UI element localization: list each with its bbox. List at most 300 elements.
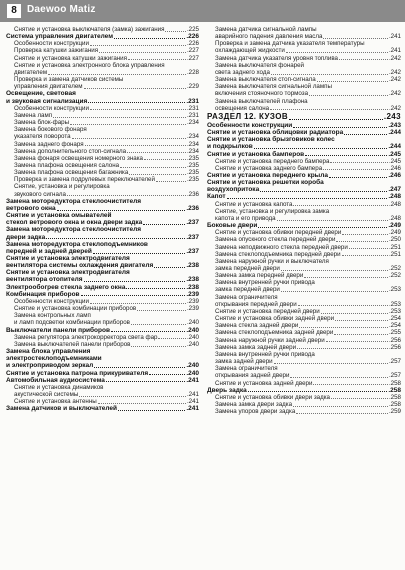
toc-entry-page: .255	[388, 329, 401, 337]
dot-leader	[81, 294, 186, 296]
toc-entry-title: Замена ламп	[14, 111, 53, 119]
toc-entry-title: Замена датчика указателя уровня топлива	[215, 54, 338, 62]
dot-leader	[339, 58, 388, 60]
toc-entry	[6, 362, 199, 369]
toc-entry	[6, 284, 199, 291]
toc-entry	[207, 301, 401, 308]
dot-leader	[309, 94, 388, 96]
dot-leader	[165, 30, 185, 32]
toc-entry-title: и звуковая сигнализация	[6, 97, 88, 105]
toc-entry-title: РАЗДЕЛ 12. КУЗОВ	[207, 111, 289, 121]
toc-entry-title: Снятие и установка переднего бампера	[215, 157, 330, 165]
toc-entry-page: .248	[388, 200, 401, 208]
dot-leader	[274, 362, 388, 364]
toc-entry-page: .234	[186, 119, 199, 127]
toc-entry-title: Снятие и установка бамперов	[207, 150, 305, 158]
toc-entry	[6, 119, 199, 126]
dot-leader	[277, 219, 388, 221]
toc-entry	[6, 398, 199, 405]
dot-leader	[248, 390, 388, 392]
dot-leader	[349, 247, 388, 249]
toc-entry-title: Замена стеклоподъемника задней двери	[215, 329, 334, 337]
toc-entry-title: указателя поворота	[14, 133, 71, 141]
toc-entry	[207, 372, 401, 379]
toc-entry	[6, 176, 199, 183]
toc-entry	[207, 265, 401, 272]
toc-entry-page: .252	[388, 265, 401, 272]
toc-entry	[207, 151, 401, 158]
toc-entry	[207, 165, 401, 172]
toc-entry-page: .242	[388, 90, 401, 98]
dot-leader	[90, 108, 186, 110]
dot-leader	[84, 87, 186, 89]
dot-leader	[297, 347, 388, 349]
dot-leader	[289, 118, 383, 120]
dot-leader	[88, 101, 185, 103]
toc-entry-title: вентилятора системы охлаждения двигателя	[6, 262, 154, 270]
toc-entry	[207, 286, 401, 293]
toc-entry-title: Замена внутренней ручки привода	[215, 279, 315, 287]
toc-entry-title: Замена блока управления	[6, 348, 91, 356]
toc-entry-title: Снятие и установка заднего бампера	[215, 164, 323, 172]
dot-leader	[98, 402, 186, 404]
toc-entry	[207, 55, 401, 62]
toc-entry	[6, 112, 199, 119]
toc-entry	[207, 215, 401, 222]
toc-entry-title: ветрового окна	[6, 204, 56, 212]
toc-entry-title: и подкрылков	[207, 143, 253, 151]
toc-entry-page: .238	[186, 262, 199, 270]
toc-entry	[207, 69, 401, 76]
toc-entry-page: .235	[186, 169, 199, 177]
toc-entry-page: .239	[186, 290, 199, 298]
toc-entry-title: вентилятора отопителя	[6, 276, 83, 284]
toc-entry	[6, 370, 199, 377]
dot-leader	[281, 290, 388, 292]
toc-entry-page: .236	[186, 204, 199, 212]
dot-leader	[323, 168, 388, 170]
dot-leader	[227, 197, 388, 199]
toc-entry-page: .244	[388, 143, 401, 151]
toc-entry-title: Замена неподвижного стекла передней двери	[215, 243, 348, 251]
dot-leader	[330, 161, 388, 163]
toc-entry-title: Капот	[207, 193, 226, 201]
toc-entry-title: Замена моторедуктора стеклоподъемников	[6, 240, 148, 248]
toc-entry-page: .254	[388, 322, 401, 330]
dot-leader	[144, 158, 186, 160]
toc-entry	[6, 40, 199, 47]
toc-entry	[207, 408, 401, 415]
toc-entry-title: Замена датчика сигнальной лампы	[215, 26, 317, 33]
dot-leader	[342, 233, 388, 235]
toc-entry	[6, 276, 199, 283]
toc-entry	[207, 244, 401, 251]
toc-entry	[207, 387, 401, 394]
toc-entry-title: Замена дополнительного стоп-сигнала	[14, 147, 127, 155]
dot-leader	[149, 373, 185, 375]
dot-leader	[335, 319, 388, 321]
toc-entry-page: .258	[388, 386, 401, 394]
toc-entry-title: Снятие и установка капота	[215, 200, 293, 208]
toc-entry-page: .231	[186, 111, 199, 119]
toc-entry-title: капота и его привода	[215, 214, 276, 222]
dot-leader	[106, 380, 185, 382]
toc-entry-title: замка передней двери	[215, 265, 280, 272]
toc-entry	[207, 308, 401, 315]
toc-entry-title: Снятие и установка облицовки радиатора	[207, 129, 344, 137]
toc-entry-title: охлаждающей жидкости	[215, 47, 285, 55]
dot-leader	[271, 73, 388, 75]
toc-entry-page: .258	[388, 400, 401, 408]
toc-entry-title: Замена заднего фонаря	[14, 140, 84, 148]
toc-entry-page: .259	[388, 408, 401, 416]
toc-entry-title: Электрообогрев стекла заднего окна	[6, 283, 126, 291]
dot-leader	[48, 73, 186, 75]
toc-entry-title: включения стояночного тормоза	[215, 90, 309, 98]
toc-entry-page: .253	[388, 286, 401, 294]
toc-entry-title: Замена плафона освещения салона	[14, 161, 120, 169]
toc-entry	[6, 83, 199, 90]
toc-entry-title: Замена замка двери задка	[215, 400, 293, 408]
toc-entry-page: .234	[186, 140, 199, 148]
toc-entry-title: Снятие и установка электродвигателя	[6, 255, 130, 262]
toc-entry	[207, 222, 401, 229]
toc-entry-title: Снятие и установка обивки задней двери	[215, 315, 335, 323]
dot-leader	[281, 269, 388, 271]
toc-entry	[207, 122, 401, 129]
dot-leader	[158, 337, 186, 339]
toc-entry-page: .241	[388, 47, 401, 55]
toc-entry-page: .254	[388, 315, 401, 323]
toc-entry-page: .228	[186, 68, 199, 76]
toc-entry-page: .240	[186, 326, 199, 334]
toc-entry-page: .231	[186, 104, 199, 112]
toc-entry-title: Снятие и установка электронного блока управления	[14, 61, 165, 69]
toc-entry-page: .250	[388, 236, 401, 244]
toc-left-column	[6, 26, 199, 412]
toc-entry	[6, 105, 199, 112]
toc-entry-title: Замена выключателя стоп-сигнала	[215, 76, 316, 84]
toc-entry-page: .241	[186, 390, 199, 398]
toc-entry	[207, 251, 401, 258]
dot-leader	[342, 254, 388, 256]
toc-entry-page: .237	[186, 233, 199, 241]
dot-leader	[313, 383, 388, 385]
dot-leader	[344, 133, 387, 135]
toc-entry-title: Выключатели панели приборов	[6, 326, 110, 334]
toc-entry-title: Замена блок-фары	[14, 119, 70, 127]
toc-entry	[6, 55, 199, 62]
toc-entry-page: .234	[186, 133, 199, 141]
dot-leader	[156, 180, 186, 182]
toc-entry-page: .227	[186, 47, 199, 55]
toc-entry-title: освещения салона	[215, 104, 270, 112]
dot-leader	[336, 240, 388, 242]
dot-leader	[304, 276, 388, 278]
toc-entry	[6, 319, 199, 326]
toc-entry-page: .235	[186, 154, 199, 162]
toc-section-heading	[207, 112, 401, 122]
toc-entry-page: .240	[186, 319, 199, 327]
toc-entry-title: Снятие, установка и регулировка замка	[215, 207, 330, 215]
toc-entry-page: .246	[388, 164, 401, 172]
dot-leader	[127, 151, 186, 153]
toc-entry-title: Снятие и установка передней двери	[215, 307, 320, 315]
toc-entry	[207, 143, 401, 150]
dot-leader	[293, 204, 387, 206]
dot-leader	[298, 304, 388, 306]
dot-leader	[126, 287, 185, 289]
toc-entry	[6, 305, 199, 312]
toc-entry	[207, 358, 401, 365]
dot-leader	[270, 108, 388, 110]
toc-entry-page: .239	[186, 305, 199, 313]
toc-entry	[6, 155, 199, 162]
toc-entry	[6, 47, 199, 54]
toc-entry-title: открывания передней двери	[215, 300, 297, 308]
dot-leader	[46, 237, 185, 239]
dot-leader	[70, 123, 186, 125]
toc-entry	[6, 377, 199, 384]
toc-entry-page: .225	[186, 26, 199, 33]
toc-entry-title: Замена бокового фонаря	[14, 126, 87, 134]
toc-entry-title: Снятие и установка электродвигателя	[6, 269, 130, 277]
toc-entry-title: Замена контрольных ламп	[14, 312, 91, 320]
toc-entry-title: Особенности конструкции	[14, 104, 89, 112]
toc-entry	[207, 322, 401, 329]
dot-leader	[84, 280, 186, 282]
dot-leader	[90, 44, 186, 46]
toc-entry-title: Замена внутренней ручки привода	[215, 350, 315, 358]
toc-entry-page: .229	[186, 83, 199, 91]
dot-leader	[131, 323, 186, 325]
toc-entry-page: .239	[186, 297, 199, 305]
dot-leader	[93, 252, 185, 254]
toc-entry	[207, 229, 401, 236]
toc-right-column	[207, 26, 401, 415]
toc-entry-title: Снятие, установка и регулировка	[14, 183, 110, 191]
dot-leader	[85, 144, 186, 146]
toc-entry-page: .235	[186, 161, 199, 169]
dot-leader	[67, 194, 186, 196]
toc-entry	[6, 133, 199, 140]
toc-entry	[6, 169, 199, 176]
toc-entry	[207, 337, 401, 344]
toc-entry	[207, 401, 401, 408]
dot-leader	[90, 302, 186, 304]
toc-entry	[6, 205, 199, 212]
toc-entry-page: .247	[388, 186, 401, 194]
toc-entry-page: .238	[186, 283, 199, 291]
toc-entry-page: .244	[388, 129, 401, 137]
toc-entry-page: .241	[388, 33, 401, 41]
toc-entry	[6, 262, 199, 269]
dot-leader	[334, 333, 388, 335]
toc-entry-title: Замена стекла задней двери	[215, 322, 299, 330]
toc-entry-title: и ламп подсветки комбинации приборов	[14, 319, 130, 327]
toc-entry	[6, 191, 199, 198]
toc-entry-title: Замена замка задней двери	[215, 343, 297, 351]
toc-entry-title: двигателем	[14, 68, 48, 76]
dot-leader	[131, 345, 185, 347]
toc-entry-title: Снятие и установка переднего крыла	[207, 171, 328, 179]
toc-entry	[6, 148, 199, 155]
dot-leader	[286, 51, 388, 53]
toc-entry	[6, 141, 199, 148]
toc-entry-title: Снятие и установка выключателя (замка) зажигания	[14, 26, 165, 33]
dot-leader	[53, 116, 186, 118]
toc-entry-title: электростеклоподъемниками	[6, 355, 102, 363]
toc-entry-title: Снятие и установка задней двери	[215, 379, 313, 387]
dot-leader	[118, 409, 185, 411]
dot-leader	[137, 309, 186, 311]
toc-entry-page: .248	[388, 193, 401, 201]
toc-entry	[207, 272, 401, 279]
toc-entry	[207, 47, 401, 54]
toc-entry-page: .251	[388, 243, 401, 251]
toc-entry-page: .249	[388, 222, 401, 230]
toc-entry-title: Замена плафона освещения багажника	[14, 169, 129, 177]
toc-entry	[207, 158, 401, 165]
toc-entry-title: передней и задней дверей	[6, 247, 92, 255]
toc-entry	[6, 162, 199, 169]
dot-leader	[129, 173, 186, 175]
dot-leader	[254, 147, 388, 149]
toc-entry-title: Снятие и установка обивки передней двери	[215, 229, 342, 237]
toc-entry-page: .241	[186, 405, 199, 413]
toc-entry-page: .231	[186, 97, 199, 105]
toc-entry-page: .236	[186, 190, 199, 198]
dot-leader	[94, 366, 185, 368]
toc-entry-title: Замена упоров двери задка	[215, 408, 296, 416]
toc-entry-page: .253	[388, 300, 401, 308]
toc-entry-title: Замена опускного стекла передней двери	[215, 236, 336, 244]
dot-leader	[321, 312, 388, 314]
toc-entry-page: .237	[186, 247, 199, 255]
toc-entry-title: Снятие и установка брызговиков колес	[207, 136, 335, 144]
toc-entry-page: .249	[388, 229, 401, 237]
dot-leader	[299, 326, 388, 328]
toc-entry-page: .252	[388, 272, 401, 280]
dot-leader	[79, 395, 186, 397]
toc-entry-page: .235	[186, 176, 199, 184]
toc-entry-title: Комбинация приборов	[6, 290, 80, 298]
page-header	[0, 0, 405, 22]
dot-leader	[293, 126, 387, 128]
toc-entry-title: Замена моторедуктора стеклоочистителя	[6, 226, 142, 234]
toc-entry	[6, 334, 199, 341]
dot-leader	[143, 223, 185, 225]
dot-leader	[258, 226, 387, 228]
toc-entry-title: звукового сигнала	[14, 190, 66, 198]
toc-entry-page: .242	[388, 104, 401, 112]
toc-entry-title: двери задка	[6, 233, 46, 241]
toc-entry-title: Автомобильная аудиосистема	[6, 376, 105, 384]
toc-entry-title: Особенности конструкции	[14, 40, 89, 48]
dot-leader	[305, 154, 387, 156]
dot-leader	[293, 405, 388, 407]
toc-entry-page: .246	[388, 171, 401, 179]
toc-entry-title: открывания задней двери	[215, 372, 290, 380]
toc-entry-page: .242	[388, 76, 401, 84]
toc-entry	[207, 236, 401, 243]
toc-entry-title: Снятие и установка динамиков	[14, 383, 104, 391]
toc-entry	[6, 219, 199, 226]
toc-entry	[207, 76, 401, 83]
toc-entry	[6, 341, 199, 348]
toc-entry-title: Замена выключателей плафона	[215, 97, 308, 105]
dot-leader	[99, 51, 186, 53]
toc-entry-page: .256	[388, 343, 401, 351]
toc-entry-page: .241	[186, 398, 199, 406]
toc-entry-title: Замена наружной ручки задней двери	[215, 336, 325, 344]
toc-entry-page: .227	[186, 54, 199, 62]
toc-entry-page: .258	[388, 393, 401, 401]
toc-entry-title: Снятие и установка омывателей	[6, 212, 112, 220]
toc-entry-page: .240	[186, 333, 199, 341]
toc-entry-title: Замена стеклоподъемника передней двери	[215, 250, 341, 258]
toc-entry-title: воздухопритока	[207, 186, 260, 194]
toc-entry-title: Снятие и установка катушки зажигания	[14, 54, 127, 62]
toc-entry-page: .240	[186, 340, 199, 348]
dot-leader	[120, 166, 186, 168]
toc-entry	[207, 105, 401, 112]
toc-entry-page: .245	[388, 157, 401, 165]
toc-entry-title: Проверка и замена датчиков системы	[14, 76, 124, 84]
toc-entry-page: .234	[186, 147, 199, 155]
toc-entry	[6, 234, 199, 241]
toc-entry	[6, 26, 199, 33]
toc-entry-page: .253	[388, 307, 401, 315]
toc-entry-title: акустической системы	[14, 390, 79, 398]
dot-leader	[326, 340, 388, 342]
toc-entry-page: .257	[388, 372, 401, 380]
toc-entry	[207, 193, 401, 200]
toc-entry	[6, 248, 199, 255]
toc-entry	[207, 315, 401, 322]
toc-entry-title: Проверка и замена подрулевых переключателей	[14, 176, 155, 184]
toc-entry	[6, 405, 199, 412]
toc-entry-title: Замена выключателя фонарей	[215, 61, 305, 69]
toc-entry-title: Проверка катушки зажигания	[14, 47, 99, 55]
toc-entry-page: .237	[186, 219, 199, 227]
toc-entry-title: Замена выключателя сигнальной лампы	[215, 83, 332, 91]
toc-entry-title: Проверка и замена датчика указателя температуры	[215, 40, 365, 48]
toc-entry	[207, 394, 401, 401]
toc-entry-page: .226	[186, 33, 199, 41]
dot-leader	[57, 209, 186, 211]
dot-leader	[290, 376, 388, 378]
toc-entry-title: стекол ветрового окна и окна двери задка	[6, 219, 143, 227]
toc-entry	[6, 391, 199, 398]
toc-entry	[6, 327, 199, 334]
dot-leader	[260, 190, 387, 192]
toc-entry-page: .226	[186, 40, 199, 48]
toc-entry-page: .243	[388, 121, 401, 129]
toc-entry-title: Замена ограничителя	[215, 293, 278, 301]
toc-entry-title: управления двигателем	[14, 83, 83, 91]
toc-entry-title: Снятие и установка обивки двери задка	[215, 393, 331, 401]
toc-entry-title: Замена фонаря освещения номерного знака	[14, 154, 143, 162]
toc-entry-title: Система управления двигателем	[6, 33, 113, 41]
toc-entry	[6, 98, 199, 105]
toc-entry-page: .248	[388, 214, 401, 222]
toc-entry-page: .238	[186, 276, 199, 284]
toc-entry-title: Дверь задка	[207, 386, 247, 394]
toc-entry	[207, 90, 401, 97]
dot-leader	[331, 397, 388, 399]
dot-leader	[154, 266, 185, 268]
